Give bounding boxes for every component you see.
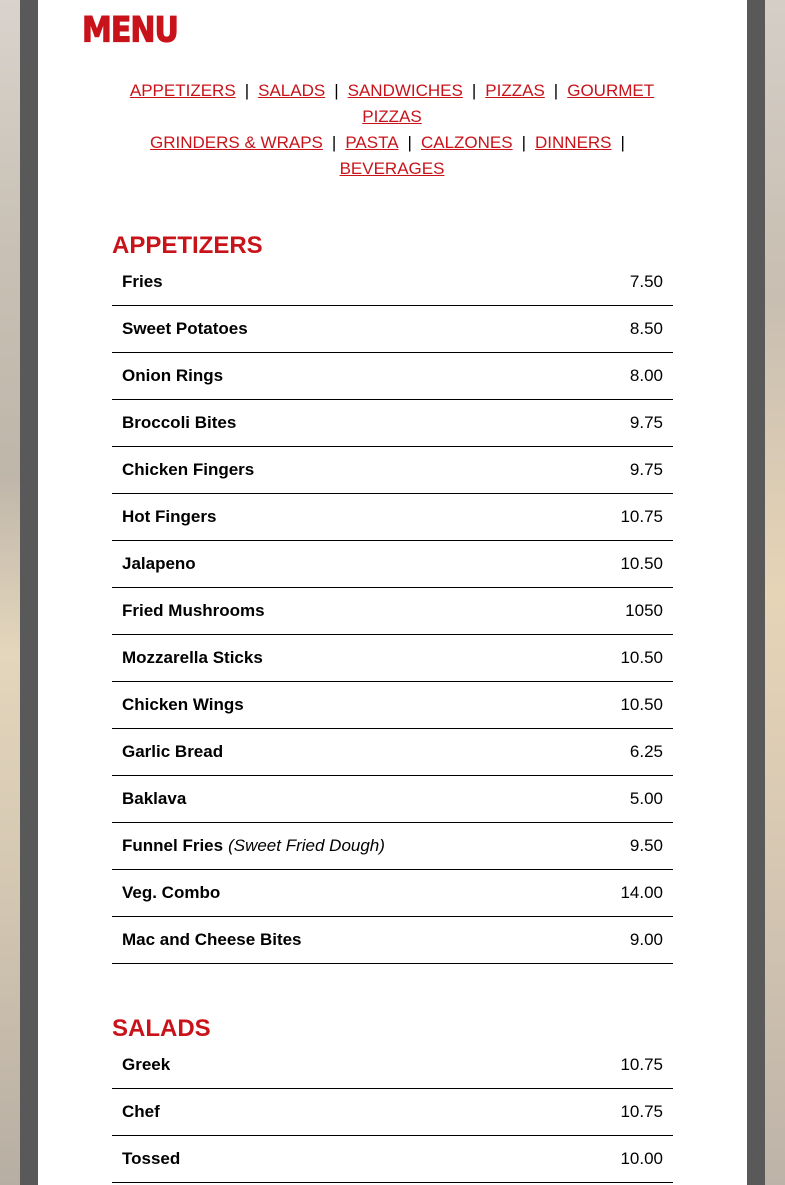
nav-link-salads[interactable]: SALADS xyxy=(258,81,326,100)
menu-item-price: 10.00 xyxy=(620,1149,663,1168)
menu-item-price: 6.25 xyxy=(629,742,663,761)
menu-item-price: 10.50 xyxy=(620,554,663,573)
menu-item-row xyxy=(112,917,673,964)
nav-link-appetizers[interactable]: APPETIZERS xyxy=(129,81,236,100)
nav-separator: | xyxy=(553,81,559,100)
menu-item-price: 10.75 xyxy=(620,1055,663,1074)
background-right xyxy=(765,0,785,1185)
nav-link-beverages[interactable]: BEVERAGES xyxy=(339,159,445,178)
menu-item-name: Mozzarella Sticks xyxy=(122,648,263,667)
menu-page xyxy=(38,0,747,1185)
menu-item-name-wrap xyxy=(122,836,385,856)
menu-item-name: Baklava xyxy=(122,789,187,808)
nav-separator: | xyxy=(620,133,625,152)
menu-item-name-wrap xyxy=(122,554,196,574)
menu-item-row xyxy=(112,541,673,588)
nav-link-pasta[interactable]: PASTA xyxy=(345,133,399,152)
nav-link-grinders-wraps[interactable]: GRINDERS & WRAPS xyxy=(150,133,323,152)
section-title-appetizers: APPETIZERS xyxy=(112,232,263,259)
menu-item-price: 8.00 xyxy=(629,366,663,385)
appetizers-list xyxy=(112,259,673,964)
menu-item-row xyxy=(112,588,673,635)
menu-item-row xyxy=(112,776,673,823)
menu-item-name-wrap xyxy=(122,695,244,715)
menu-item-name: Jalapeno xyxy=(122,554,196,573)
menu-item-price: 14.00 xyxy=(620,883,663,902)
menu-item-row xyxy=(112,400,673,447)
menu-item-name: Chicken Wings xyxy=(122,695,244,714)
menu-item-name-wrap xyxy=(122,648,263,668)
menu-item-name-wrap xyxy=(122,1055,170,1075)
menu-item-name: Garlic Bread xyxy=(122,742,224,761)
menu-item-name-wrap xyxy=(122,460,254,480)
menu-item-name: Fries xyxy=(122,272,163,291)
menu-item-name-wrap xyxy=(122,366,223,386)
menu-item-name: Sweet Potatoes xyxy=(122,319,248,338)
menu-item-name-wrap xyxy=(122,930,302,950)
menu-logo: MENU xyxy=(82,10,178,51)
menu-item-name-wrap xyxy=(122,319,248,339)
menu-item-name-wrap xyxy=(122,1102,160,1122)
menu-item-name-wrap xyxy=(122,789,186,809)
nav-link-calzones[interactable]: CALZONES xyxy=(420,133,513,152)
nav-separator: | xyxy=(471,81,477,100)
menu-item-name: Fried Mushrooms xyxy=(122,601,265,620)
nav-separator: | xyxy=(521,133,527,152)
menu-item-row xyxy=(112,259,673,306)
menu-item-row xyxy=(112,682,673,729)
menu-item-price: 7.50 xyxy=(629,272,663,291)
menu-item-name: Hot Fingers xyxy=(122,507,217,526)
menu-item-row xyxy=(112,306,673,353)
menu-item-name-wrap xyxy=(122,601,265,621)
menu-item-price: 5.00 xyxy=(629,789,663,808)
menu-item-name: Mac and Cheese Bites xyxy=(122,930,302,949)
menu-item-row xyxy=(112,635,673,682)
menu-item-row xyxy=(112,447,673,494)
category-nav xyxy=(98,78,686,182)
menu-item-row xyxy=(112,1042,673,1089)
menu-item-name-wrap xyxy=(122,742,223,762)
menu-item-name-wrap xyxy=(122,272,163,292)
menu-item-price: 9.50 xyxy=(629,836,663,855)
menu-item-name: Funnel Fries xyxy=(122,836,224,855)
menu-item-price: 10.50 xyxy=(620,648,663,667)
menu-item-name: Veg. Combo xyxy=(122,883,221,902)
nav-link-gourmet-pizzas[interactable]: GOURMET PIZZAS xyxy=(362,81,655,126)
menu-item-price: 10.75 xyxy=(620,1102,663,1121)
nav-link-pizzas[interactable]: PIZZAS xyxy=(485,81,545,100)
nav-separator: | xyxy=(407,133,412,152)
menu-item-row xyxy=(112,870,673,917)
salads-list xyxy=(112,1042,673,1183)
menu-item-row xyxy=(112,494,673,541)
menu-item-price: 8.50 xyxy=(629,319,663,338)
menu-item-name: Chef xyxy=(122,1102,160,1121)
menu-item-name: Chicken Fingers xyxy=(122,460,255,479)
nav-link-dinners[interactable]: DINNERS xyxy=(535,133,612,152)
menu-item-name-wrap xyxy=(122,507,216,527)
nav-separator: | xyxy=(331,133,337,152)
menu-item-name-wrap xyxy=(122,1149,180,1169)
menu-item-name-wrap xyxy=(122,413,236,433)
menu-item-row xyxy=(112,729,673,776)
menu-item-name: Broccoli Bites xyxy=(122,413,237,432)
menu-item-note: (Sweet Fried Dough) xyxy=(228,836,385,855)
section-title-salads: SALADS xyxy=(112,1015,211,1042)
menu-item-price: 10.75 xyxy=(620,507,663,526)
menu-item-name: Tossed xyxy=(122,1149,181,1168)
nav-link-sandwiches[interactable]: SANDWICHES xyxy=(347,81,463,100)
menu-item-name: Onion Rings xyxy=(122,366,224,385)
menu-item-price: 10.50 xyxy=(620,695,663,714)
menu-item-price: 9.75 xyxy=(629,413,663,432)
menu-item-price: 9.75 xyxy=(629,460,663,479)
nav-separator: | xyxy=(334,81,339,100)
menu-item-name: Greek xyxy=(122,1055,171,1074)
background-left xyxy=(0,0,20,1185)
menu-item-row xyxy=(112,823,673,870)
menu-item-row xyxy=(112,353,673,400)
menu-item-price: 9.00 xyxy=(629,930,663,949)
menu-item-row xyxy=(112,1136,673,1183)
menu-item-name-wrap xyxy=(122,883,220,903)
menu-item-row xyxy=(112,1089,673,1136)
nav-separator: | xyxy=(244,81,250,100)
menu-item-price: 1050 xyxy=(625,601,663,620)
